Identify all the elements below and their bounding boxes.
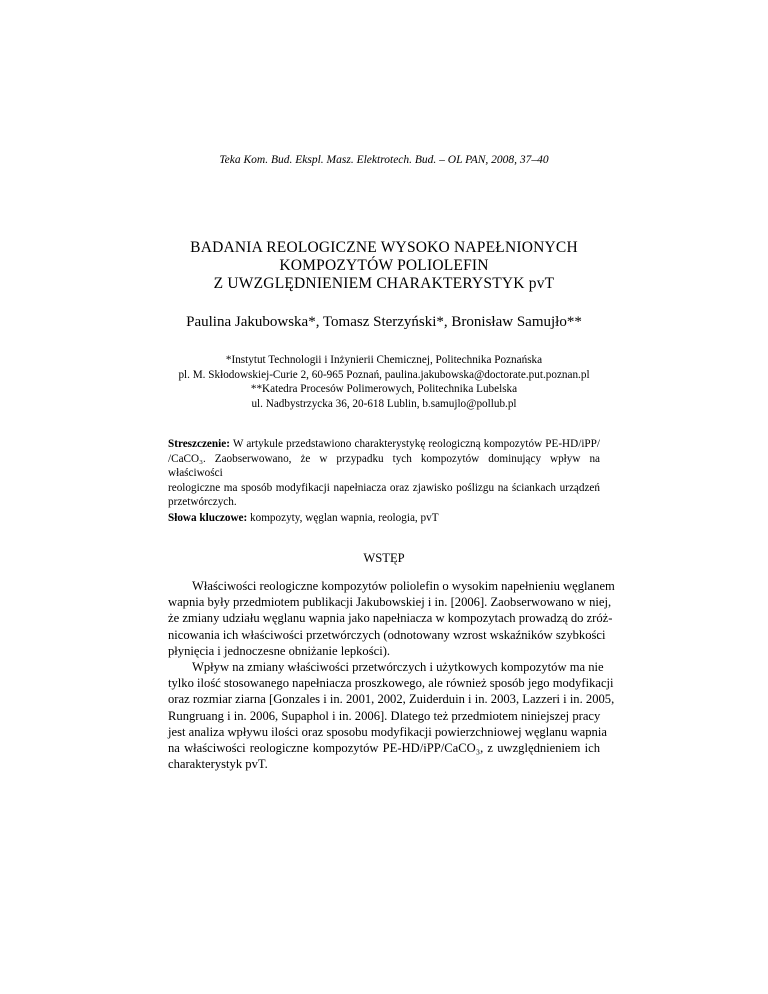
abstract-label: Streszczenie: — [168, 438, 230, 450]
affiliation-line: **Katedra Procesów Polimerowych, Politechnika Lubelska — [250, 383, 518, 395]
body-line: tylko ilość stosowanego napełniacza proszkowego, ale również sposób jego modyfikacji — [168, 676, 614, 691]
body-text — [168, 578, 615, 772]
body-line: oraz rozmiar ziarna [Gonzales i in. 2001, 2002, Zuiderduin i in. 2003, Lazzeri i in. 2005, — [168, 692, 615, 707]
body-line: jest analiza wpływu ilości oraz sposobu modyfikacji powierzchniowej węglanu wapnia — [168, 724, 607, 739]
abstract-text: W artykule przedstawiono charakterystykę reologiczną kompozytów PE-HD/iPP/ — [229, 438, 600, 450]
abstract — [168, 437, 600, 510]
keywords-label: Słowa kluczowe: — [168, 512, 248, 524]
body-line: wapnia były przedmiotem publikacji Jakubowskiej i in. [2006]. Zaobserwowano w niej, — [168, 595, 612, 610]
keywords — [168, 512, 600, 524]
body-line: że zmiany udziału węglanu wapnia jako napełniacza w kompozytach prowadzą do zróż- — [168, 611, 613, 626]
abstract-line: przetwórczych. — [168, 496, 237, 509]
abstract-line: reologiczne ma sposób modyfikacji napełniacza oraz zjawisko poślizgu na ściankach urządzeń — [168, 481, 600, 494]
title-line: BADANIA REOLOGICZNE WYSOKO NAPEŁNIONYCH — [190, 239, 578, 256]
title-line: KOMPOZYTÓW POLIOLEFIN — [279, 257, 489, 274]
body-line: Wpływ na zmiany właściwości przetwórczych i użytkowych kompozytów ma nie — [192, 660, 604, 675]
affiliation-line: ul. Nadbystrzycka 36, 20-618 Lublin, b.samujlo@pollub.pl — [251, 397, 517, 410]
body-line: nicowania ich właściwości przetwórczych (odnotowany wzrost wskaźników szybkości — [168, 627, 606, 642]
body-line: Właściwości reologiczne kompozytów poliolefin o wysokim napełnieniu węglanem — [192, 579, 615, 593]
affiliation-line: pl. M. Skłodowskiej-Curie 2, 60-965 Poznań, paulina.jakubowska@doctorate.put.poznan.pl — [178, 368, 590, 381]
title-line: Z UWZGLĘDNIENIEM CHARAKTERYSTYK pvT — [213, 275, 555, 292]
section-heading: WSTĘP — [363, 551, 405, 565]
author-list: Paulina Jakubowska*, Tomasz Sterzyński*, Bronisław Samujło** — [186, 314, 582, 330]
abstract-line — [168, 437, 600, 452]
keywords-text: kompozyty, węglan wapnia, reologia, pvT — [247, 512, 439, 524]
body-line: na właściwości reologiczne kompozytów PE-HD/iPP/CaCO₃, z uwzględnieniem ich — [168, 741, 600, 756]
affiliations — [0, 353, 768, 411]
journal-citation: Teka Kom. Bud. Ekspl. Masz. Elektrotech. Bud. – OL PAN, 2008, 37–40 — [219, 154, 549, 166]
abstract-line: /CaCO₃. Zaobserwowano, że w przypadku tych kompozytów dominujący wpływ na właściwości — [168, 452, 600, 480]
body-line: Rungruang i in. 2006, Supaphol i in. 2006]. Dlatego też przedmiotem niniejszej pracy — [168, 708, 601, 723]
affiliation-line: *Instytut Technologii i Inżynierii Chemicznej, Politechnika Poznańska — [225, 354, 543, 366]
body-line: charakterystyk pvT. — [168, 757, 268, 772]
body-line: płynięcia i jednoczesne obniżanie lepkości). — [168, 643, 391, 658]
paper-title — [0, 239, 768, 293]
